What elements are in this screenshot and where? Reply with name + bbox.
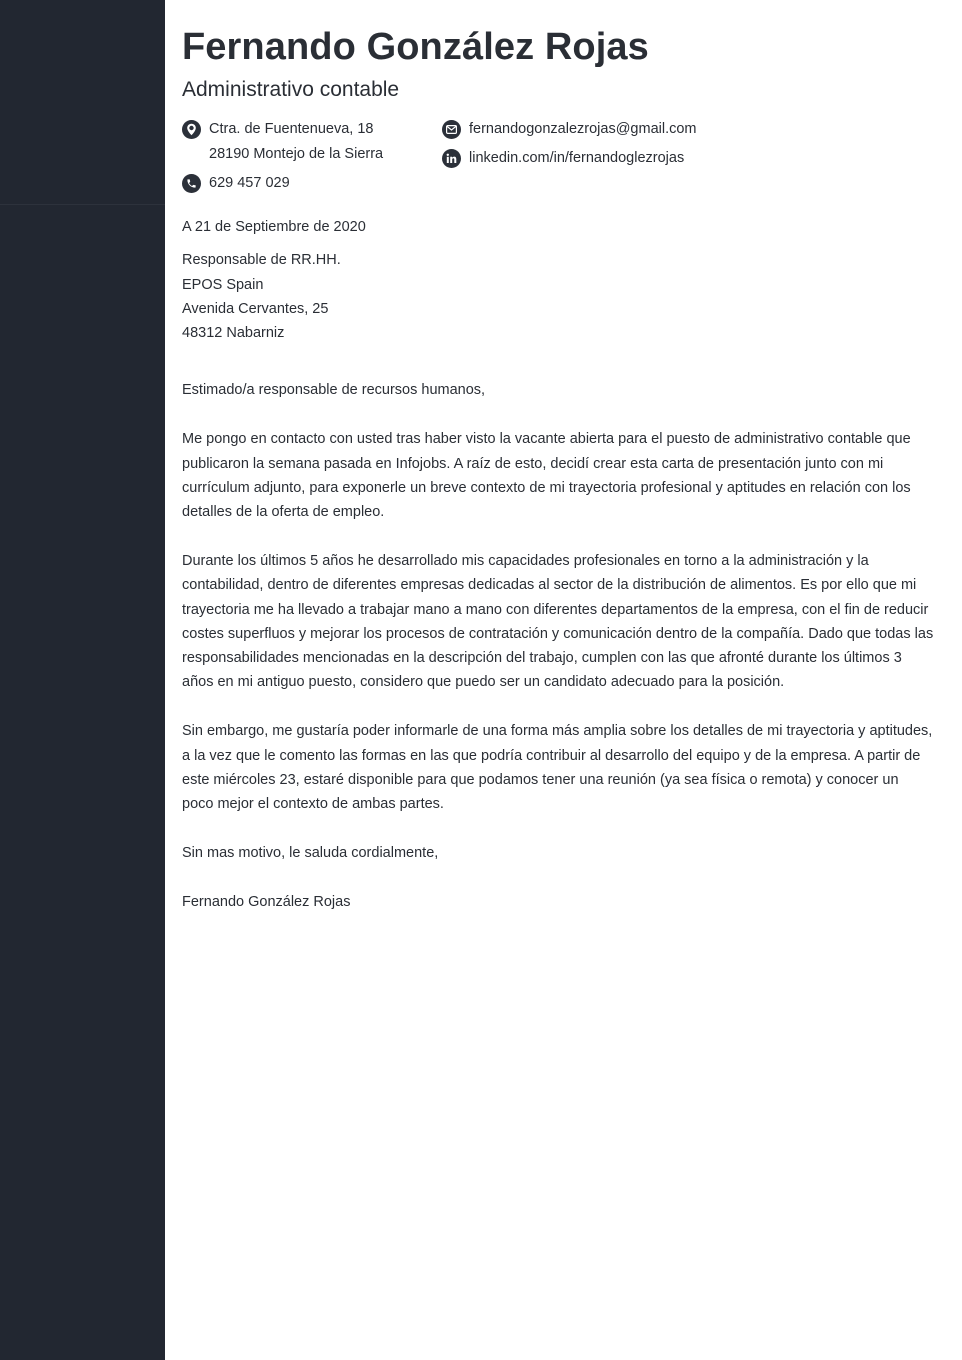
letter-body bbox=[182, 215, 934, 914]
contact-address bbox=[182, 117, 383, 166]
letter-paragraph-2: Durante los últimos 5 años he desarrollado mis capacidades profesionales en torno a la administración y la contabilidad, dentro de diferentes empresas dedicadas al sector de la distribución de alimentos. Es por ello que mi trayectoria me ha llevado a trabajar mano a mano con diferentes departamentos de la empresa, con el fin de reducir costes superfluos y mejorar los procesos de contratación y comunicación dentro de la compañía. Dado que todas las responsabilidades mencionadas en la descripción del trabajo, cumplen con las que afronté durante los últimos 3 años en mi antiguo puesto, considero que puedo ser un candidato adecuado para la posición. bbox=[182, 552, 934, 691]
recipient-line-2: EPOS Spain bbox=[182, 276, 264, 293]
recipient-line-1: Responsable de RR.HH. bbox=[182, 252, 341, 269]
job-title: Administrativo contable bbox=[182, 78, 400, 101]
letter-date: A 21 de Septiembre de 2020 bbox=[182, 219, 366, 235]
sidebar bbox=[0, 0, 165, 1360]
contact-email[interactable] bbox=[442, 117, 697, 142]
letter-closing: Sin mas motivo, le saluda cordialmente, bbox=[182, 844, 439, 861]
recipient-block bbox=[182, 248, 934, 345]
applicant-name: Fernando González Rojas bbox=[182, 26, 649, 68]
phone-icon bbox=[182, 174, 201, 193]
sidebar-divider bbox=[0, 204, 165, 205]
envelope-icon bbox=[442, 120, 461, 139]
recipient-line-4: 48312 Nabarniz bbox=[182, 325, 285, 342]
letter-paragraph-3: Sin embargo, me gustaría poder informarle de una forma más amplia sobre los detalles de mi trayectoria y aptitudes, a la vez que le comento las formas en las que podría contribuir al desarrollo del equipo y de la empresa. A partir de este miércoles 23, estaré disponible para que podamos tener una reunión (ya sea física o remota) y conocer un poco mejor el contexto de ambas partes. bbox=[182, 723, 933, 813]
location-pin-icon bbox=[182, 120, 201, 139]
address-line-2: 28190 Montejo de la Sierra bbox=[209, 145, 384, 162]
linkedin-url[interactable]: linkedin.com/in/fernandoglezrojas bbox=[469, 150, 685, 166]
letter-signature: Fernando González Rojas bbox=[182, 893, 351, 910]
letter-paragraph-1: Me pongo en contacto con usted tras haber visto la vacante abierta para el puesto de administrativo contable que publicaron la semana pasada en Infojobs. A raíz de esto, decidí crear esta carta de presentación junto con mi currículum adjunto, para exponerle un breve contexto de mi trayectoria profesional y aptitudes en relación con los detalles de la oferta de empleo. bbox=[182, 431, 911, 521]
recipient-line-3: Avenida Cervantes, 25 bbox=[182, 300, 329, 317]
linkedin-icon bbox=[442, 149, 461, 168]
letter-greeting: Estimado/a responsable de recursos humanos, bbox=[182, 382, 486, 399]
phone-number: 629 457 029 bbox=[209, 175, 290, 191]
email-address[interactable]: fernandogonzalezrojas@gmail.com bbox=[469, 121, 697, 137]
address-line-1: Ctra. de Fuentenueva, 18 bbox=[209, 121, 374, 137]
contact-phone bbox=[182, 171, 290, 196]
contact-linkedin[interactable] bbox=[442, 146, 684, 171]
